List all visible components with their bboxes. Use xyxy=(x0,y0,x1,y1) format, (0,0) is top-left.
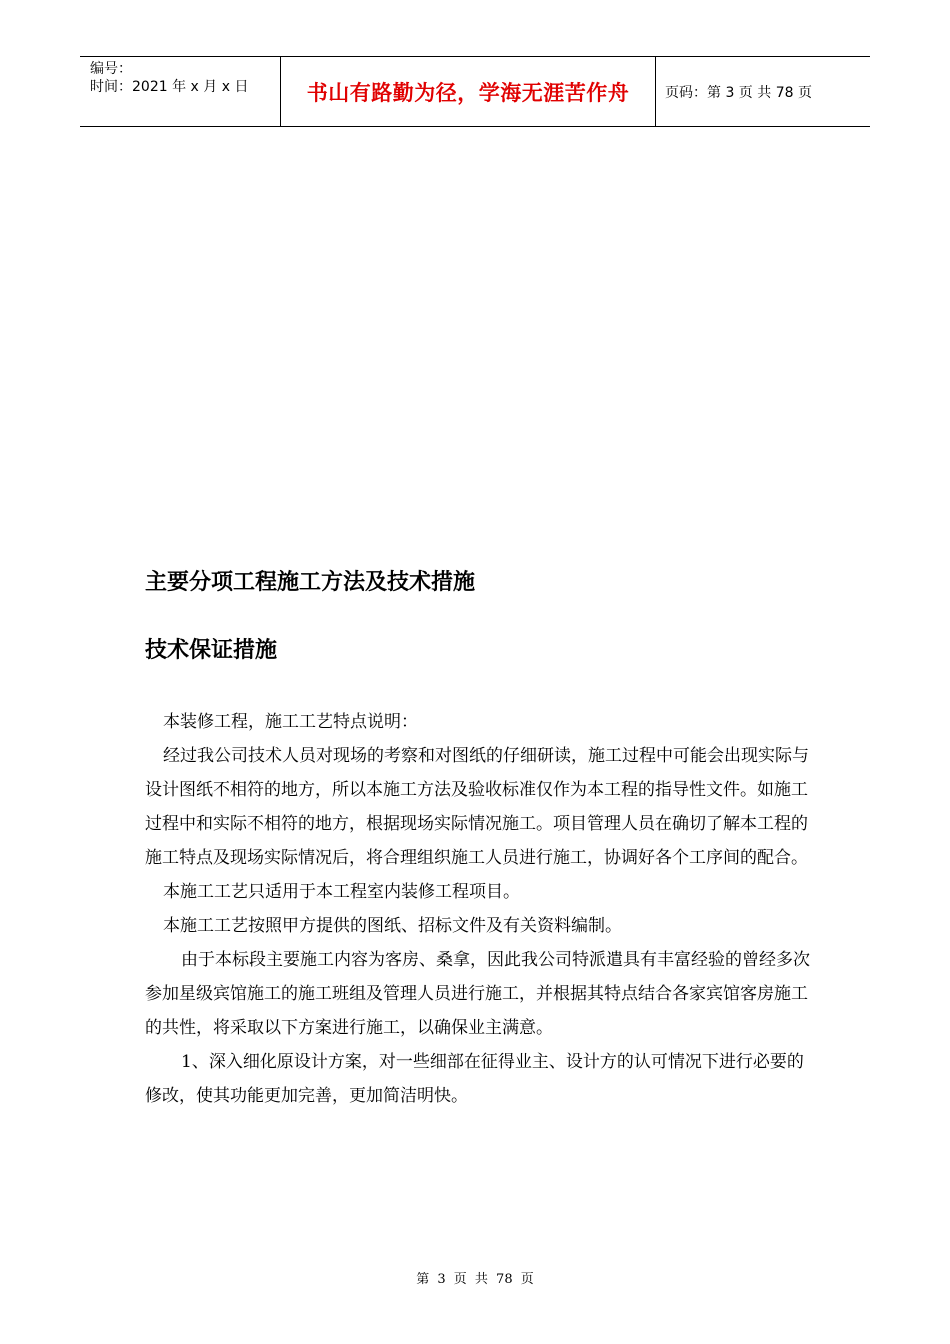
header-page-info: 页码：第 3 页 共 78 页 xyxy=(665,84,812,101)
header-meta-cell xyxy=(80,57,280,126)
paragraph-measure-1: 1、深入细化原设计方案，对一些细部在征得业主、设计方的认可情况下进行必要的修改，使其功能更加完善，更加简洁明快。 xyxy=(145,1052,804,1106)
paragraph-intro: 本装修工程，施工工艺特点说明： xyxy=(163,712,418,732)
paragraph-overview: 经过我公司技术人员对现场的考察和对图纸的仔细研读，施工过程中可能会出现实际与设计图纸不相符的地方，所以本施工方法及验收标准仅作为本工程的指导性文件。如施工过程中和实际不相符的地方，根据现场实际情况施工。项目管理人员在确切了解本工程的施工特点及现场实际情况后，将合理组织施工人员进行施工，协调好各个工序间的配合。 xyxy=(145,746,809,868)
section-heading-sub: 技术保证措施 xyxy=(145,638,278,663)
paragraph-team: 由于本标段主要施工内容为客房、桑拿，因此我公司特派遣具有丰富经验的曾经多次参加星级宾馆施工的施工班组及管理人员进行施工，并根据其特点结合各家宾馆客房施工的共性，将采取以下方案进行施工，以确保业主满意。 xyxy=(145,950,810,1038)
document-number-label: 编号： xyxy=(90,61,132,77)
section-heading-main: 主要分项工程施工方法及技术措施 xyxy=(145,570,476,595)
header-page-cell xyxy=(655,57,870,126)
page-footer: 第 3 页 共 78 页 xyxy=(416,1272,534,1287)
page-header xyxy=(80,56,870,127)
paragraph-basis: 本施工工艺按照甲方提供的图纸、招标文件及有关资料编制。 xyxy=(163,916,622,936)
document-body xyxy=(145,705,810,1113)
paragraph-scope: 本施工工艺只适用于本工程室内装修工程项目。 xyxy=(163,882,520,902)
header-motto: 书山有路勤为径，学海无涯苦作舟 xyxy=(306,80,630,105)
header-motto-cell xyxy=(280,57,656,126)
document-time-label: 时间：2021 年 x 月 x 日 xyxy=(90,79,249,95)
